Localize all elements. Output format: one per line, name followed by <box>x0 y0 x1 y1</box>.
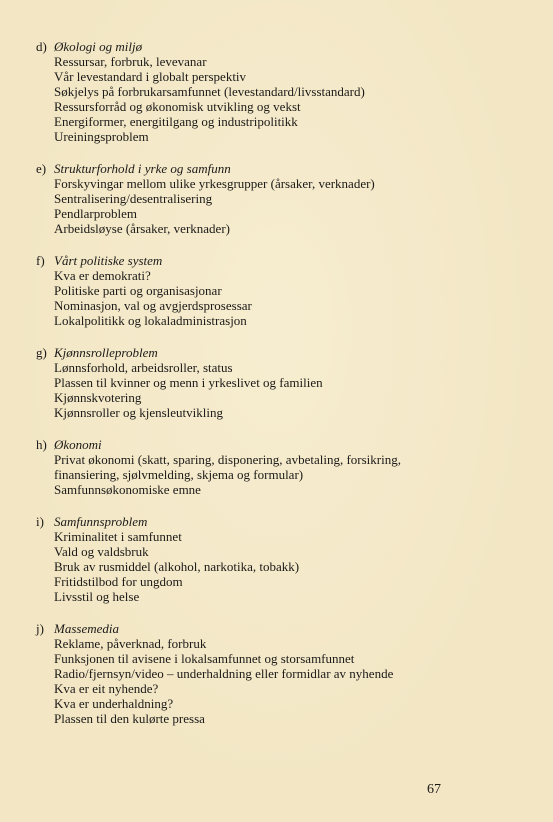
list-item: Vald og valdsbruk <box>54 544 149 559</box>
list-item: Bruk av rusmiddel (alkohol, narkotika, tobakk) <box>54 559 300 574</box>
list-item: Reklame, påverknad, forbruk <box>54 636 207 651</box>
section-body <box>54 437 434 497</box>
list-item: Lønnsforhold, arbeidsroller, status <box>54 360 233 375</box>
list-item: Vår levestandard i globalt perspektiv <box>54 69 247 84</box>
section-body <box>54 253 434 328</box>
list-item: Fritidstilbod for ungdom <box>54 574 183 589</box>
section-letter: i) <box>36 514 44 529</box>
list-item: Plassen til kvinner og menn i yrkeslivet og familien <box>54 375 323 390</box>
list-item: Samfunnsøkonomiske emne <box>54 482 201 497</box>
list-item: Ressursforråd og økonomisk utvikling og vekst <box>54 99 301 114</box>
section-title: Samfunnsproblem <box>54 514 148 529</box>
list-item: Politiske parti og organisasjonar <box>54 283 222 298</box>
list-item: Lokalpolitikk og lokaladministrasjon <box>54 313 247 328</box>
section-title: Massemedia <box>54 621 119 636</box>
section-body <box>54 514 434 604</box>
list-item: Kva er underhaldning? <box>54 696 174 711</box>
list-item: Privat økonomi (skatt, sparing, disponering, avbetaling, forsikring, finansiering, sjølvmelding, skjema og formular) <box>54 452 401 482</box>
topic-list <box>0 39 553 743</box>
section-letter: g) <box>36 345 47 360</box>
list-item: Funksjonen til avisene i lokalsamfunnet og storsamfunnet <box>54 651 355 666</box>
section-body <box>54 345 434 420</box>
list-item: Ressursar, forbruk, levevanar <box>54 54 207 69</box>
list-item: Energiformer, energitilgang og industripolitikk <box>54 114 298 129</box>
section-letter: d) <box>36 39 47 54</box>
list-item: Livsstil og helse <box>54 589 140 604</box>
section-g <box>0 345 553 420</box>
section-e <box>0 161 553 236</box>
section-h <box>0 437 553 497</box>
section-body <box>54 621 434 726</box>
section-i <box>0 514 553 604</box>
list-item: Søkjelys på forbrukarsamfunnet (levestandard/livsstandard) <box>54 84 365 99</box>
section-body <box>54 39 434 144</box>
section-letter: e) <box>36 161 47 176</box>
list-item: Kjønnskvotering <box>54 390 142 405</box>
page-number: 67 <box>427 782 441 797</box>
list-item: Plassen til den kulørte pressa <box>54 711 205 726</box>
list-item: Sentralisering/desentralisering <box>54 191 213 206</box>
section-f <box>0 253 553 328</box>
section-letter: h) <box>36 437 47 452</box>
list-item: Arbeidsløyse (årsaker, verknader) <box>54 221 230 236</box>
section-body <box>54 161 434 236</box>
list-item: Kriminalitet i samfunnet <box>54 529 182 544</box>
section-d <box>0 39 553 144</box>
list-item: Kva er eit nyhende? <box>54 681 159 696</box>
section-title: Økonomi <box>54 437 102 452</box>
section-title: Vårt politiske system <box>54 253 163 268</box>
list-item: Ureiningsproblem <box>54 129 149 144</box>
section-j <box>0 621 553 726</box>
section-title: Strukturforhold i yrke og samfunn <box>54 161 231 176</box>
list-item: Kva er demokrati? <box>54 268 151 283</box>
section-title: Kjønnsrolleproblem <box>54 345 158 360</box>
list-item: Forskyvingar mellom ulike yrkesgrupper (årsaker, verknader) <box>54 176 375 191</box>
list-item: Nominasjon, val og avgjerdsprosessar <box>54 298 252 313</box>
list-item: Kjønnsroller og kjensleutvikling <box>54 405 223 420</box>
section-letter: j) <box>36 621 44 636</box>
list-item: Radio/fjernsyn/video – underhaldning eller formidlar av nyhende <box>54 666 394 681</box>
list-item: Pendlarproblem <box>54 206 138 221</box>
section-title: Økologi og miljø <box>54 39 143 54</box>
section-letter: f) <box>36 253 45 268</box>
